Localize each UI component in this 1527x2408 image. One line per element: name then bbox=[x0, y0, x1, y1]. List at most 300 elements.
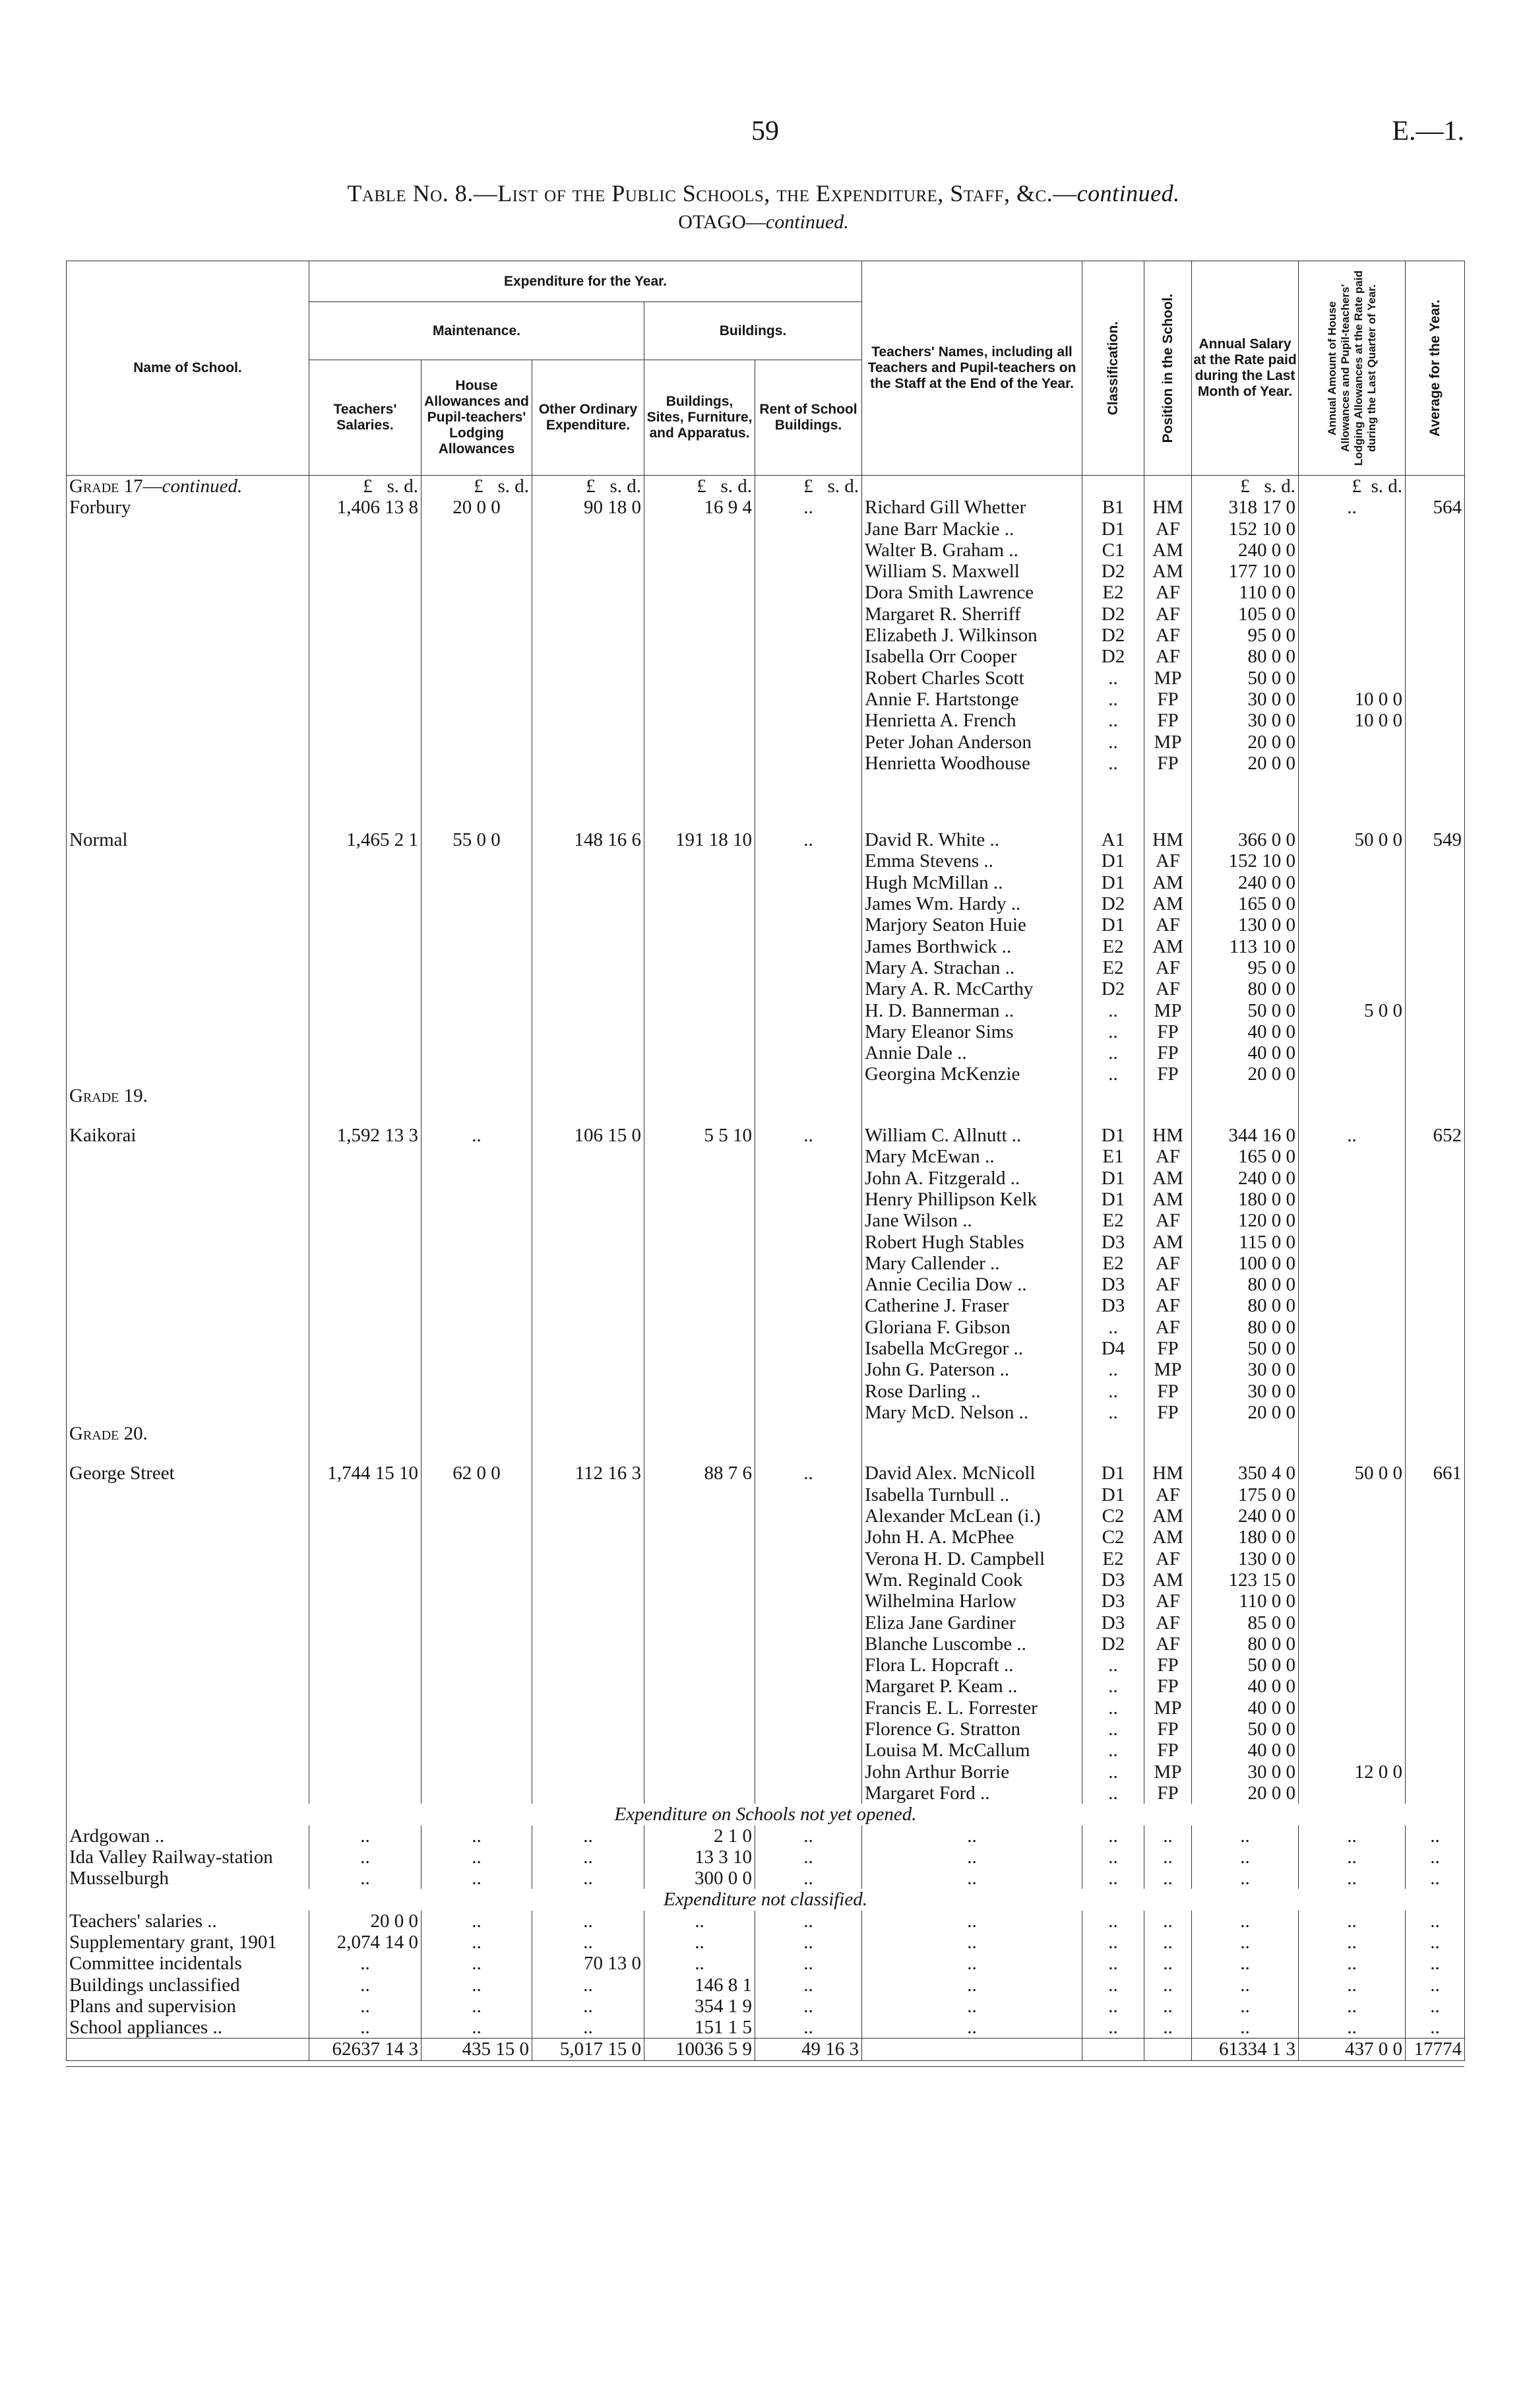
staff-row bbox=[67, 1359, 1465, 1380]
staff-row bbox=[67, 1783, 1465, 1804]
classification-value: D3 bbox=[1082, 1295, 1144, 1316]
classification-value: .. bbox=[1082, 1655, 1144, 1676]
currency-label: £ s. d. bbox=[755, 476, 862, 497]
table-cell bbox=[644, 978, 755, 999]
table-cell bbox=[532, 732, 644, 753]
table-cell bbox=[309, 1021, 421, 1042]
table-cell bbox=[67, 1740, 309, 1761]
buildings-value: 191 18 10 bbox=[644, 829, 755, 850]
table-cell bbox=[309, 625, 421, 646]
table-cell bbox=[1406, 1676, 1465, 1697]
staff-row bbox=[67, 1612, 1465, 1633]
empty-value: .. bbox=[1082, 1847, 1144, 1868]
table-cell bbox=[755, 893, 862, 914]
empty-value: .. bbox=[1082, 1868, 1144, 1889]
teacher-name: David Alex. McNicoll bbox=[862, 1463, 1082, 1484]
average-value: 652 bbox=[1406, 1125, 1465, 1146]
table-title-main: Table No. 8.—List of the Public Schools, the Expenditure, Staff, &c.— bbox=[347, 180, 1077, 206]
empty-value: .. bbox=[1299, 1825, 1406, 1847]
annual-allowance-value: 5 0 0 bbox=[1299, 1000, 1406, 1021]
classification-value: .. bbox=[1082, 1761, 1144, 1783]
table-cell bbox=[755, 1042, 862, 1063]
teacher-name: Mary McD. Nelson .. bbox=[862, 1402, 1082, 1423]
house-allowances-value: 20 0 0 bbox=[421, 497, 532, 518]
teacher-name: Jane Barr Mackie .. bbox=[862, 519, 1082, 540]
table-cell bbox=[532, 1527, 644, 1548]
staff-row bbox=[67, 1168, 1465, 1189]
table-cell bbox=[1192, 1423, 1299, 1444]
table-cell bbox=[532, 1000, 644, 1021]
annual-salary-value: 30 0 0 bbox=[1192, 1761, 1299, 1783]
table-cell bbox=[644, 1085, 755, 1106]
region-name: OTAGO— bbox=[678, 211, 766, 233]
table-cell bbox=[1406, 1591, 1465, 1612]
table-cell bbox=[67, 582, 309, 603]
position-value: AF bbox=[1144, 1295, 1192, 1316]
staff-row bbox=[67, 1740, 1465, 1761]
grade-heading: Grade 20. bbox=[67, 1423, 309, 1444]
table-cell bbox=[755, 668, 862, 689]
empty-value: .. bbox=[309, 1825, 421, 1847]
table-cell bbox=[1406, 1527, 1465, 1548]
annual-salary-value: 115 0 0 bbox=[1192, 1232, 1299, 1253]
annual-allowance-value bbox=[1299, 1612, 1406, 1633]
position-value: FP bbox=[1144, 753, 1192, 774]
not-classified-row bbox=[67, 1932, 1465, 1953]
table-cell bbox=[1406, 1042, 1465, 1063]
table-cell bbox=[67, 1548, 309, 1569]
teacher-name: Elizabeth J. Wilkinson bbox=[862, 625, 1082, 646]
position-value: AF bbox=[1144, 957, 1192, 978]
table-cell bbox=[309, 1402, 421, 1423]
table-cell bbox=[67, 1402, 309, 1423]
totals-row bbox=[67, 2039, 1465, 2060]
table-cell bbox=[67, 689, 309, 710]
house-allowances-value: 55 0 0 bbox=[421, 829, 532, 850]
table-cell bbox=[309, 936, 421, 957]
table-cell bbox=[309, 710, 421, 731]
other-expenditure-value: .. bbox=[532, 1996, 644, 2017]
position-value: AM bbox=[1144, 561, 1192, 582]
annual-salary-value: 30 0 0 bbox=[1192, 1359, 1299, 1380]
header-teachers-names: Teachers' Names, including all Teachers and Pupil-teachers on the Staff at the End of the Year. bbox=[862, 261, 1082, 476]
table-cell bbox=[755, 1719, 862, 1740]
empty-value: .. bbox=[862, 1996, 1082, 2017]
table-cell bbox=[862, 1423, 1082, 1444]
table-cell bbox=[67, 1042, 309, 1063]
table-cell bbox=[67, 540, 309, 561]
table-cell bbox=[421, 1505, 532, 1527]
table-cell bbox=[1082, 1085, 1144, 1106]
classification-value: .. bbox=[1082, 1359, 1144, 1380]
other-expenditure-value: 90 18 0 bbox=[532, 497, 644, 518]
table-cell bbox=[309, 811, 421, 829]
table-cell bbox=[421, 936, 532, 957]
table-cell bbox=[755, 1106, 862, 1125]
teacher-name: James Borthwick .. bbox=[862, 936, 1082, 957]
table-cell bbox=[755, 872, 862, 893]
empty-value: .. bbox=[1299, 1996, 1406, 2017]
classification-value: D1 bbox=[1082, 1484, 1144, 1505]
staff-row bbox=[67, 1484, 1465, 1505]
table-cell bbox=[755, 1210, 862, 1231]
table-cell bbox=[421, 710, 532, 731]
table-cell bbox=[532, 1021, 644, 1042]
table-cell bbox=[67, 1000, 309, 1021]
table-cell bbox=[532, 1505, 644, 1527]
table-cell bbox=[67, 604, 309, 625]
table-cell bbox=[644, 582, 755, 603]
position-value: MP bbox=[1144, 732, 1192, 753]
position-value: MP bbox=[1144, 1697, 1192, 1719]
table-cell bbox=[1406, 872, 1465, 893]
empty-value: .. bbox=[755, 1996, 862, 2017]
position-value: AF bbox=[1144, 1146, 1192, 1167]
buildings-value: .. bbox=[644, 1932, 755, 1953]
not-classified-row bbox=[67, 1975, 1465, 1996]
school-row bbox=[67, 1125, 1465, 1146]
table-cell bbox=[1406, 792, 1465, 811]
table-cell bbox=[1299, 774, 1406, 792]
teacher-name: Jane Wilson .. bbox=[862, 1210, 1082, 1231]
spacer-row bbox=[67, 792, 1465, 811]
classification-value: D1 bbox=[1082, 850, 1144, 871]
classification-value: D1 bbox=[1082, 1168, 1144, 1189]
table-cell bbox=[755, 582, 862, 603]
teacher-name: Robert Charles Scott bbox=[862, 668, 1082, 689]
empty-value: .. bbox=[1144, 1975, 1192, 1996]
annual-allowance-value bbox=[1299, 936, 1406, 957]
annual-salary-value: 20 0 0 bbox=[1192, 1402, 1299, 1423]
currency-row bbox=[67, 476, 1465, 497]
header-position: Position in the School. bbox=[1144, 261, 1192, 476]
empty-value: .. bbox=[1082, 1975, 1144, 1996]
annual-salary-value: 318 17 0 bbox=[1192, 497, 1299, 518]
annual-allowance-value bbox=[1299, 1676, 1406, 1697]
table-cell bbox=[644, 1761, 755, 1783]
classification-value: D3 bbox=[1082, 1569, 1144, 1591]
empty-value: .. bbox=[1192, 1868, 1299, 1889]
rent-value: .. bbox=[755, 829, 862, 850]
table-cell bbox=[309, 1063, 421, 1085]
table-cell bbox=[309, 1000, 421, 1021]
staff-row bbox=[67, 1338, 1465, 1359]
table-cell bbox=[532, 1381, 644, 1402]
empty-value: .. bbox=[1192, 1932, 1299, 1953]
classification-value: C2 bbox=[1082, 1527, 1144, 1548]
empty-value: .. bbox=[532, 1847, 644, 1868]
empty-value: .. bbox=[1299, 1975, 1406, 1996]
table-cell bbox=[644, 811, 755, 829]
annual-salary-value: 165 0 0 bbox=[1192, 893, 1299, 914]
table-cell bbox=[532, 582, 644, 603]
table-cell bbox=[1406, 1612, 1465, 1633]
table-cell bbox=[67, 1189, 309, 1210]
table-cell bbox=[67, 668, 309, 689]
table-cell bbox=[1406, 1655, 1465, 1676]
annual-allowance-value bbox=[1299, 1402, 1406, 1423]
table-cell bbox=[755, 1548, 862, 1569]
empty-value: .. bbox=[862, 1953, 1082, 1974]
empty-value: .. bbox=[421, 2017, 532, 2039]
annual-allowance-value bbox=[1299, 668, 1406, 689]
staff-row bbox=[67, 1655, 1465, 1676]
average-value: 661 bbox=[1406, 1463, 1465, 1484]
position-value: FP bbox=[1144, 1740, 1192, 1761]
empty-value: .. bbox=[1144, 1932, 1192, 1953]
annual-allowance-value: 50 0 0 bbox=[1299, 829, 1406, 850]
buildings-value: 300 0 0 bbox=[644, 1868, 755, 1889]
teacher-name: Richard Gill Whetter bbox=[862, 497, 1082, 518]
table-cell bbox=[67, 1612, 309, 1633]
table-cell bbox=[309, 519, 421, 540]
table-cell bbox=[1406, 811, 1465, 829]
table-cell bbox=[532, 792, 644, 811]
empty-value: .. bbox=[1144, 1953, 1192, 1974]
annual-salary-value: 123 15 0 bbox=[1192, 1569, 1299, 1591]
table-cell bbox=[309, 668, 421, 689]
table-cell bbox=[532, 872, 644, 893]
table-cell bbox=[1406, 1484, 1465, 1505]
teacher-name: Isabella Turnbull .. bbox=[862, 1484, 1082, 1505]
table-cell bbox=[421, 1402, 532, 1423]
staff-row bbox=[67, 689, 1465, 710]
table-cell bbox=[1299, 1444, 1406, 1463]
position-value: AF bbox=[1144, 850, 1192, 871]
annual-salary-value: 80 0 0 bbox=[1192, 1633, 1299, 1655]
header-other-ordinary: Other Ordinary Expenditure. bbox=[532, 360, 644, 476]
table-cell bbox=[532, 1569, 644, 1591]
annual-allowance-value: .. bbox=[1299, 497, 1406, 518]
table-cell bbox=[67, 978, 309, 999]
table-cell bbox=[755, 646, 862, 667]
table-cell bbox=[309, 1527, 421, 1548]
table-cell bbox=[67, 561, 309, 582]
empty-value: .. bbox=[1406, 1975, 1465, 1996]
table-cell bbox=[755, 1189, 862, 1210]
other-expenditure-value: 70 13 0 bbox=[532, 1953, 644, 1974]
position-value: FP bbox=[1144, 1338, 1192, 1359]
rent-value: .. bbox=[755, 497, 862, 518]
table-cell bbox=[309, 957, 421, 978]
position-value: MP bbox=[1144, 1359, 1192, 1380]
annual-salary-value: 50 0 0 bbox=[1192, 1719, 1299, 1740]
table-cell bbox=[309, 1146, 421, 1167]
teacher-name: John H. A. McPhee bbox=[862, 1527, 1082, 1548]
annual-salary-value: 177 10 0 bbox=[1192, 561, 1299, 582]
table-cell bbox=[67, 1569, 309, 1591]
classification-value: D2 bbox=[1082, 604, 1144, 625]
annual-salary-value: 95 0 0 bbox=[1192, 625, 1299, 646]
table-cell bbox=[67, 936, 309, 957]
table-cell bbox=[421, 668, 532, 689]
teacher-name: Peter Johan Anderson bbox=[862, 732, 1082, 753]
position-value: AF bbox=[1144, 625, 1192, 646]
table-cell bbox=[309, 561, 421, 582]
other-expenditure-value: 148 16 6 bbox=[532, 829, 644, 850]
buildings-value: 13 3 10 bbox=[644, 1847, 755, 1868]
table-cell bbox=[532, 1761, 644, 1783]
table-cell bbox=[421, 811, 532, 829]
empty-value: .. bbox=[862, 2017, 1082, 2039]
empty-value: .. bbox=[755, 1847, 862, 1868]
table-cell bbox=[644, 625, 755, 646]
table-cell bbox=[309, 1761, 421, 1783]
position-value: AF bbox=[1144, 978, 1192, 999]
table-cell bbox=[532, 914, 644, 935]
header-name-of-school: Name of School. bbox=[67, 261, 309, 476]
table-cell bbox=[644, 1740, 755, 1761]
classification-value: D3 bbox=[1082, 1591, 1144, 1612]
currency-label: £ s. d. bbox=[421, 476, 532, 497]
staff-row bbox=[67, 1146, 1465, 1167]
table-cell bbox=[309, 792, 421, 811]
table-cell bbox=[67, 1274, 309, 1295]
annual-allowance-value bbox=[1299, 604, 1406, 625]
empty-value: .. bbox=[421, 1996, 532, 2017]
table-cell bbox=[421, 792, 532, 811]
not-opened-row bbox=[67, 1825, 1465, 1847]
teacher-name: William S. Maxwell bbox=[862, 561, 1082, 582]
other-expenditure-value: 112 16 3 bbox=[532, 1463, 644, 1484]
table-cell bbox=[644, 646, 755, 667]
table-cell bbox=[862, 792, 1082, 811]
teacher-name: Margaret R. Sherriff bbox=[862, 604, 1082, 625]
empty-value: .. bbox=[1299, 1911, 1406, 1932]
table-cell bbox=[421, 1719, 532, 1740]
staff-row bbox=[67, 625, 1465, 646]
table-cell bbox=[755, 1317, 862, 1338]
grade-heading-row bbox=[67, 1423, 1465, 1444]
annual-salary-value: 20 0 0 bbox=[1192, 1063, 1299, 1085]
position-value: AM bbox=[1144, 1168, 1192, 1189]
annual-allowance-value bbox=[1299, 1168, 1406, 1189]
position-value: HM bbox=[1144, 497, 1192, 518]
total-teachers-salaries: 62637 14 3 bbox=[309, 2039, 421, 2060]
table-cell bbox=[1144, 811, 1192, 829]
table-cell bbox=[1406, 893, 1465, 914]
teacher-name: Marjory Seaton Huie bbox=[862, 914, 1082, 935]
table-cell bbox=[755, 1591, 862, 1612]
staff-row bbox=[67, 1189, 1465, 1210]
teachers-salaries-value: 1,744 15 10 bbox=[309, 1463, 421, 1484]
table-cell bbox=[862, 1444, 1082, 1463]
annual-salary-value: 152 10 0 bbox=[1192, 519, 1299, 540]
table-cell bbox=[1406, 668, 1465, 689]
empty-value: .. bbox=[862, 1868, 1082, 1889]
annual-allowance-value bbox=[1299, 850, 1406, 871]
annual-salary-value: 130 0 0 bbox=[1192, 1548, 1299, 1569]
annual-salary-value: 110 0 0 bbox=[1192, 582, 1299, 603]
annual-allowance-value bbox=[1299, 540, 1406, 561]
table-cell bbox=[421, 753, 532, 774]
table-cell bbox=[309, 1783, 421, 1804]
staff-row bbox=[67, 540, 1465, 561]
position-value: HM bbox=[1144, 1125, 1192, 1146]
empty-value: .. bbox=[309, 1868, 421, 1889]
not-classified-row bbox=[67, 1996, 1465, 2017]
header-classification: Classification. bbox=[1082, 261, 1144, 476]
annual-salary-value: 50 0 0 bbox=[1192, 1338, 1299, 1359]
table-cell bbox=[1406, 1359, 1465, 1380]
empty-value: .. bbox=[421, 1847, 532, 1868]
table-cell bbox=[532, 811, 644, 829]
annual-allowance-value bbox=[1299, 1484, 1406, 1505]
table-cell bbox=[421, 893, 532, 914]
teacher-name: Mary A. R. McCarthy bbox=[862, 978, 1082, 999]
annual-allowance-value bbox=[1299, 1042, 1406, 1063]
table-cell bbox=[421, 1295, 532, 1316]
table-cell bbox=[1299, 792, 1406, 811]
teacher-name: Margaret P. Keam .. bbox=[862, 1676, 1082, 1697]
annual-salary-value: 80 0 0 bbox=[1192, 1317, 1299, 1338]
table-cell bbox=[755, 519, 862, 540]
classification-value: D1 bbox=[1082, 872, 1144, 893]
empty-value: .. bbox=[421, 1932, 532, 1953]
position-value: AM bbox=[1144, 872, 1192, 893]
position-value: AF bbox=[1144, 604, 1192, 625]
annual-salary-value: 40 0 0 bbox=[1192, 1676, 1299, 1697]
empty-value: .. bbox=[1299, 2017, 1406, 2039]
table-cell bbox=[1406, 582, 1465, 603]
table-cell bbox=[421, 1740, 532, 1761]
table-cell bbox=[644, 936, 755, 957]
table-cell bbox=[644, 1042, 755, 1063]
table-cell bbox=[421, 540, 532, 561]
header-house-allowances: House Allowances and Pupil-teachers' Lodging Allowances bbox=[421, 360, 532, 476]
house-allowances-value: 62 0 0 bbox=[421, 1463, 532, 1484]
table-cell bbox=[421, 582, 532, 603]
other-expenditure-value: .. bbox=[532, 1975, 644, 1996]
teacher-name: Isabella Orr Cooper bbox=[862, 646, 1082, 667]
table-cell bbox=[1406, 1783, 1465, 1804]
table-cell bbox=[421, 604, 532, 625]
school-name: George Street bbox=[67, 1463, 309, 1484]
table-cell bbox=[644, 1253, 755, 1274]
table-cell bbox=[532, 1253, 644, 1274]
table-cell bbox=[862, 811, 1082, 829]
empty-value: .. bbox=[1082, 1825, 1144, 1847]
staff-row bbox=[67, 1042, 1465, 1063]
table-cell bbox=[644, 1569, 755, 1591]
region-continued: continued. bbox=[765, 211, 849, 233]
table-cell bbox=[644, 1381, 755, 1402]
table-cell bbox=[755, 1444, 862, 1463]
classification-value: C2 bbox=[1082, 1505, 1144, 1527]
empty-value: .. bbox=[755, 1868, 862, 1889]
annual-salary-value: 152 10 0 bbox=[1192, 850, 1299, 871]
not-opened-row bbox=[67, 1847, 1465, 1868]
table-cell bbox=[67, 1146, 309, 1167]
table-cell bbox=[67, 1381, 309, 1402]
buildings-value: .. bbox=[644, 1953, 755, 1974]
table-cell bbox=[309, 1633, 421, 1655]
spacer-row bbox=[67, 811, 1465, 829]
table-cell bbox=[862, 1106, 1082, 1125]
staff-row bbox=[67, 753, 1465, 774]
teachers-salaries-value: .. bbox=[309, 1975, 421, 1996]
table-cell bbox=[67, 732, 309, 753]
empty-value: .. bbox=[755, 1932, 862, 1953]
position-value: AF bbox=[1144, 1253, 1192, 1274]
table-cell bbox=[755, 1612, 862, 1633]
position-value: FP bbox=[1144, 1402, 1192, 1423]
school-row bbox=[67, 829, 1465, 850]
table-cell bbox=[755, 1168, 862, 1189]
table-cell bbox=[421, 1168, 532, 1189]
annual-salary-value: 80 0 0 bbox=[1192, 978, 1299, 999]
teacher-name: Louisa M. McCallum bbox=[862, 1740, 1082, 1761]
